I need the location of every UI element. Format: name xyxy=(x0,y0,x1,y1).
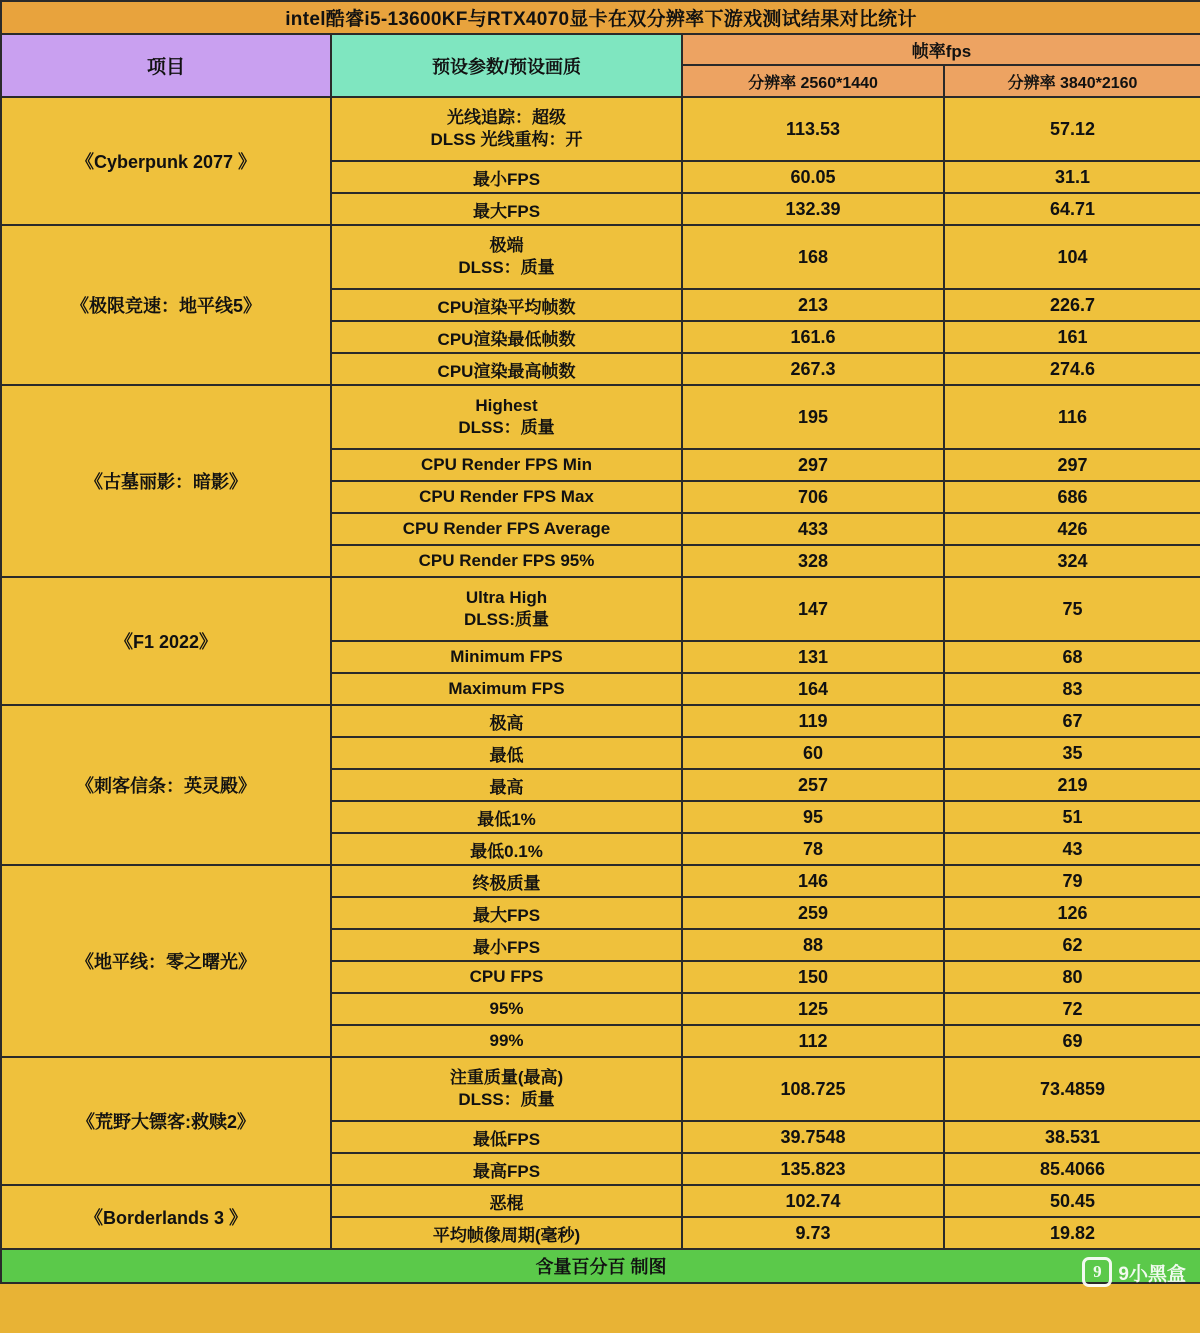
game-title-cell: 《极限竞速：地平线5》 xyxy=(1,225,331,385)
value-4k-cell: 43 xyxy=(944,833,1200,865)
metric-label-cell: 最大FPS xyxy=(331,897,682,929)
value-4k-cell: 72 xyxy=(944,993,1200,1025)
value-4k-cell: 83 xyxy=(944,673,1200,705)
watermark-text: 9小黑盒 xyxy=(1118,1263,1186,1285)
value-4k-cell: 79 xyxy=(944,865,1200,897)
metric-label-cell: 最低1% xyxy=(331,801,682,833)
value-4k-cell: 67 xyxy=(944,705,1200,737)
value-1440p-cell: 131 xyxy=(682,641,944,673)
value-4k-cell: 19.82 xyxy=(944,1217,1200,1249)
metric-label-cell: 最低FPS xyxy=(331,1121,682,1153)
value-4k-cell: 426 xyxy=(944,513,1200,545)
metric-label-cell: Highest DLSS：质量 xyxy=(331,385,682,449)
metric-label-cell: 平均帧像周期(毫秒) xyxy=(331,1217,682,1249)
value-1440p-cell: 9.73 xyxy=(682,1217,944,1249)
table-row xyxy=(1,1057,1200,1121)
value-1440p-cell: 195 xyxy=(682,385,944,449)
table-row xyxy=(1,97,1200,161)
table-row xyxy=(1,1185,1200,1217)
game-title-cell: 《地平线：零之曙光》 xyxy=(1,865,331,1057)
metric-label-cell: CPU渲染平均帧数 xyxy=(331,289,682,321)
table-row xyxy=(1,865,1200,897)
value-4k-cell: 35 xyxy=(944,737,1200,769)
value-1440p-cell: 78 xyxy=(682,833,944,865)
footer-row xyxy=(1,1249,1200,1283)
value-1440p-cell: 150 xyxy=(682,961,944,993)
metric-label-cell: 最高FPS xyxy=(331,1153,682,1185)
metric-label-cell: 最高 xyxy=(331,769,682,801)
value-1440p-cell: 112 xyxy=(682,1025,944,1057)
value-4k-cell: 274.6 xyxy=(944,353,1200,385)
value-1440p-cell: 297 xyxy=(682,449,944,481)
value-1440p-cell: 60 xyxy=(682,737,944,769)
col-header-fps-group: 帧率fps xyxy=(682,34,1200,65)
value-4k-cell: 57.12 xyxy=(944,97,1200,161)
table-body xyxy=(1,97,1200,1249)
value-1440p-cell: 113.53 xyxy=(682,97,944,161)
metric-label-cell: 最小FPS xyxy=(331,161,682,193)
value-4k-cell: 31.1 xyxy=(944,161,1200,193)
watermark-logo-icon: 9 xyxy=(1082,1257,1112,1287)
game-title-cell: 《荒野大镖客:救赎2》 xyxy=(1,1057,331,1185)
value-1440p-cell: 213 xyxy=(682,289,944,321)
title-row xyxy=(1,1,1200,34)
page-title: intel酷睿i5-13600KF与RTX4070显卡在双分辨率下游戏测试结果对比统计 xyxy=(1,1,1200,34)
table-row xyxy=(1,225,1200,289)
metric-label-cell: CPU渲染最低帧数 xyxy=(331,321,682,353)
metric-label-cell: 光线追踪：超级 DLSS 光线重构：开 xyxy=(331,97,682,161)
col-header-preset: 预设参数/预设画质 xyxy=(331,34,682,97)
metric-label-cell: Ultra High DLSS:质量 xyxy=(331,577,682,641)
metric-label-cell: 终极质量 xyxy=(331,865,682,897)
col-header-res-4k: 分辨率 3840*2160 xyxy=(944,65,1200,97)
header-row-1 xyxy=(1,34,1200,65)
value-4k-cell: 226.7 xyxy=(944,289,1200,321)
value-1440p-cell: 168 xyxy=(682,225,944,289)
metric-label-cell: Minimum FPS xyxy=(331,641,682,673)
metric-label-cell: CPU Render FPS 95% xyxy=(331,545,682,577)
value-4k-cell: 62 xyxy=(944,929,1200,961)
game-title-cell: 《F1 2022》 xyxy=(1,577,331,705)
col-header-item: 项目 xyxy=(1,34,331,97)
footer-credit: 含量百分百 制图 xyxy=(1,1249,1200,1283)
value-1440p-cell: 60.05 xyxy=(682,161,944,193)
metric-label-cell: CPU Render FPS Max xyxy=(331,481,682,513)
table-row xyxy=(1,385,1200,449)
value-4k-cell: 68 xyxy=(944,641,1200,673)
value-1440p-cell: 108.725 xyxy=(682,1057,944,1121)
value-4k-cell: 324 xyxy=(944,545,1200,577)
value-1440p-cell: 39.7548 xyxy=(682,1121,944,1153)
value-4k-cell: 69 xyxy=(944,1025,1200,1057)
value-1440p-cell: 257 xyxy=(682,769,944,801)
metric-label-cell: 极端 DLSS：质量 xyxy=(331,225,682,289)
value-1440p-cell: 135.823 xyxy=(682,1153,944,1185)
metric-label-cell: 95% xyxy=(331,993,682,1025)
metric-label-cell: 最低0.1% xyxy=(331,833,682,865)
value-4k-cell: 51 xyxy=(944,801,1200,833)
value-4k-cell: 75 xyxy=(944,577,1200,641)
value-4k-cell: 38.531 xyxy=(944,1121,1200,1153)
value-1440p-cell: 146 xyxy=(682,865,944,897)
table-head xyxy=(1,1,1200,97)
value-4k-cell: 104 xyxy=(944,225,1200,289)
value-1440p-cell: 259 xyxy=(682,897,944,929)
metric-label-cell: CPU FPS xyxy=(331,961,682,993)
value-1440p-cell: 328 xyxy=(682,545,944,577)
metric-label-cell: CPU Render FPS Min xyxy=(331,449,682,481)
value-4k-cell: 297 xyxy=(944,449,1200,481)
metric-label-cell: 注重质量(最高) DLSS：质量 xyxy=(331,1057,682,1121)
value-1440p-cell: 161.6 xyxy=(682,321,944,353)
value-4k-cell: 50.45 xyxy=(944,1185,1200,1217)
value-1440p-cell: 132.39 xyxy=(682,193,944,225)
game-title-cell: 《Borderlands 3 》 xyxy=(1,1185,331,1249)
metric-label-cell: 99% xyxy=(331,1025,682,1057)
table-row xyxy=(1,577,1200,641)
value-1440p-cell: 164 xyxy=(682,673,944,705)
value-4k-cell: 64.71 xyxy=(944,193,1200,225)
value-1440p-cell: 147 xyxy=(682,577,944,641)
value-1440p-cell: 95 xyxy=(682,801,944,833)
metric-label-cell: 恶棍 xyxy=(331,1185,682,1217)
table-foot xyxy=(1,1249,1200,1283)
game-title-cell: 《Cyberpunk 2077 》 xyxy=(1,97,331,225)
metric-label-cell: CPU渲染最高帧数 xyxy=(331,353,682,385)
value-1440p-cell: 125 xyxy=(682,993,944,1025)
metric-label-cell: 最大FPS xyxy=(331,193,682,225)
value-4k-cell: 80 xyxy=(944,961,1200,993)
table-row xyxy=(1,705,1200,737)
game-title-cell: 《古墓丽影：暗影》 xyxy=(1,385,331,577)
value-1440p-cell: 88 xyxy=(682,929,944,961)
value-4k-cell: 85.4066 xyxy=(944,1153,1200,1185)
value-4k-cell: 686 xyxy=(944,481,1200,513)
value-1440p-cell: 267.3 xyxy=(682,353,944,385)
metric-label-cell: 最小FPS xyxy=(331,929,682,961)
metric-label-cell: CPU Render FPS Average xyxy=(331,513,682,545)
metric-label-cell: Maximum FPS xyxy=(331,673,682,705)
value-4k-cell: 161 xyxy=(944,321,1200,353)
game-title-cell: 《刺客信条：英灵殿》 xyxy=(1,705,331,865)
value-1440p-cell: 119 xyxy=(682,705,944,737)
value-4k-cell: 116 xyxy=(944,385,1200,449)
value-1440p-cell: 433 xyxy=(682,513,944,545)
value-4k-cell: 219 xyxy=(944,769,1200,801)
metric-label-cell: 最低 xyxy=(331,737,682,769)
value-1440p-cell: 706 xyxy=(682,481,944,513)
col-header-res-1440p: 分辨率 2560*1440 xyxy=(682,65,944,97)
value-4k-cell: 126 xyxy=(944,897,1200,929)
value-4k-cell: 73.4859 xyxy=(944,1057,1200,1121)
value-1440p-cell: 102.74 xyxy=(682,1185,944,1217)
metric-label-cell: 极高 xyxy=(331,705,682,737)
